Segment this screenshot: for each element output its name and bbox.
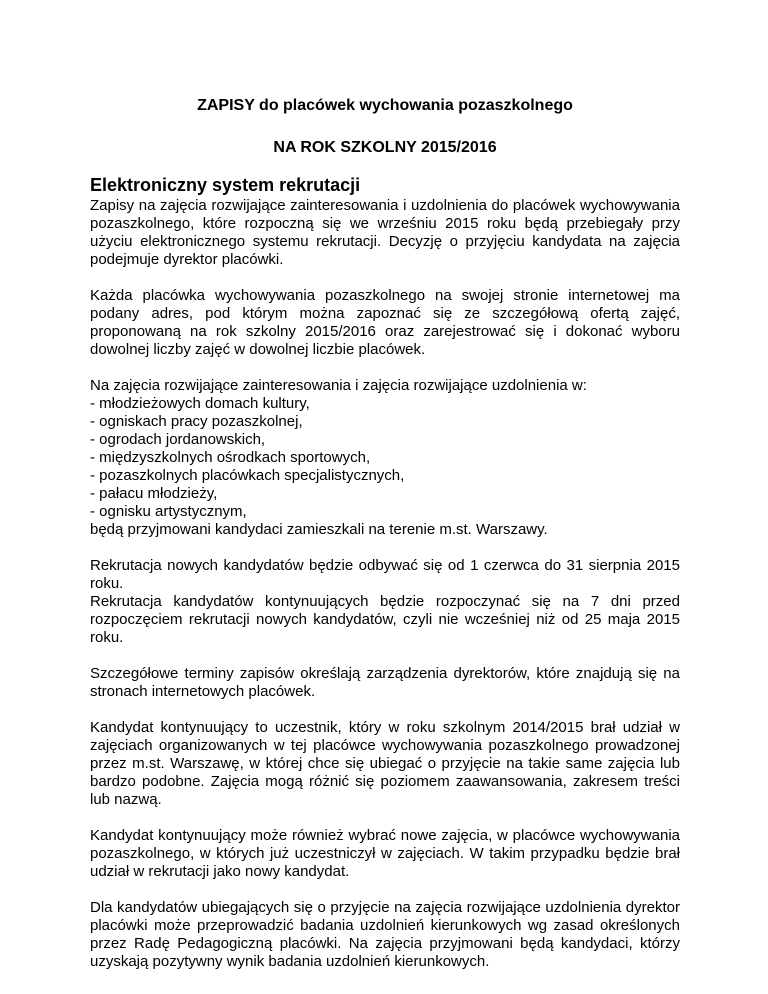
institution-list [90,395,680,521]
list-intro: Na zajęcia rozwijające zainteresowania i zajęcia rozwijające uzdolnienia w: [90,377,587,394]
list-item: - pałacu młodzieży, [90,485,218,502]
paragraph-aptitude-tests: Dla kandydatów ubiegających się o przyjęcie na zajęcia rozwijające uzdolnienia dyrektor placówki może przeprowadzić badania uzdolnień kierunkowych wg zasad określonych przez Radę Pedagogiczną placówki. Na zajęcia przyjmowani będą kandydaci, którzy uzyskają pozytywny wynik badania uzdolnień kierunkowych. [90,899,680,970]
section-heading: Elektroniczny system rekrutacji [90,175,361,195]
document-page [90,96,680,989]
new-candidates-dates: Rekrutacja nowych kandydatów będzie odbywać się od 1 czerwca do 31 sierpnia 2015 roku. [90,557,680,592]
paragraph-institution-list [90,377,680,539]
continuing-candidates-dates: Rekrutacja kandydatów kontynuujących będzie rozpoczynać się na 7 dni przed rozpoczęciem rekrutacji nowych kandydatów, czyli nie wcześniej niż od 25 maja 2015 roku. [90,593,680,646]
paragraph-detailed-terms: Szczegółowe terminy zapisów określają zarządzenia dyrektorów, które znajdują się na stronach internetowych placówek. [90,665,680,700]
paragraph-new-activities: Kandydat kontynuujący może również wybrać nowe zajęcia, w placówce wychowywania pozaszkolnego, w których już uczestniczył w zajęciach. W takim przypadku będzie brał udział w rekrutacji jako nowy kandydat. [90,827,680,880]
document-subtitle: NA ROK SZKOLNY 2015/2016 [273,139,497,156]
paragraph-dates [90,557,680,647]
document-title: ZAPISY do placówek wychowania pozaszkolnego [197,97,573,114]
list-item: - młodzieżowych domach kultury, [90,395,310,412]
paragraph-registration: Każda placówka wychowywania pozaszkolnego na swojej stronie internetowej ma podany adres, pod którym można zapoznać się ze szczegółową ofertą zajęć, proponowaną na rok szkolny 2015/2016 oraz zarejestrować się i dokonać wyboru dowolnej liczby zajęć w dowolnej liczbie placówek. [90,287,680,358]
list-item: - międzyszkolnych ośrodkach sportowych, [90,449,371,466]
list-item: - ogniskach pracy pozaszkolnej, [90,413,303,430]
list-outro: będą przyjmowani kandydaci zamieszkali na terenie m.st. Warszawy. [90,521,548,538]
paragraph-intro: Zapisy na zajęcia rozwijające zainteresowania i uzdolnienia do placówek wychowywania pozaszkolnego, które rozpoczną się we wrześniu 2015 roku będą przebiegały przy użyciu elektronicznego systemu rekrutacji. Decyzję o przyjęciu kandydata na zajęcia podejmuje dyrektor placówki. [90,197,680,268]
list-item: - ogrodach jordanowskich, [90,431,266,448]
list-item: - ognisku artystycznym, [90,503,247,520]
paragraph-continuing-candidate: Kandydat kontynuujący to uczestnik, który w roku szkolnym 2014/2015 brał udział w zajęciach organizowanych w tej placówce wychowywania pozaszkolnego prowadzonej przez m.st. Warszawę, w której chce się ubiegać o przyjęcie na takie same zajęcia lub bardzo podobne. Zajęcia mogą różnić się poziomem zaawansowania, zakresem treści lub nazwą. [90,719,680,808]
list-item: - pozaszkolnych placówkach specjalistycznych, [90,467,405,484]
